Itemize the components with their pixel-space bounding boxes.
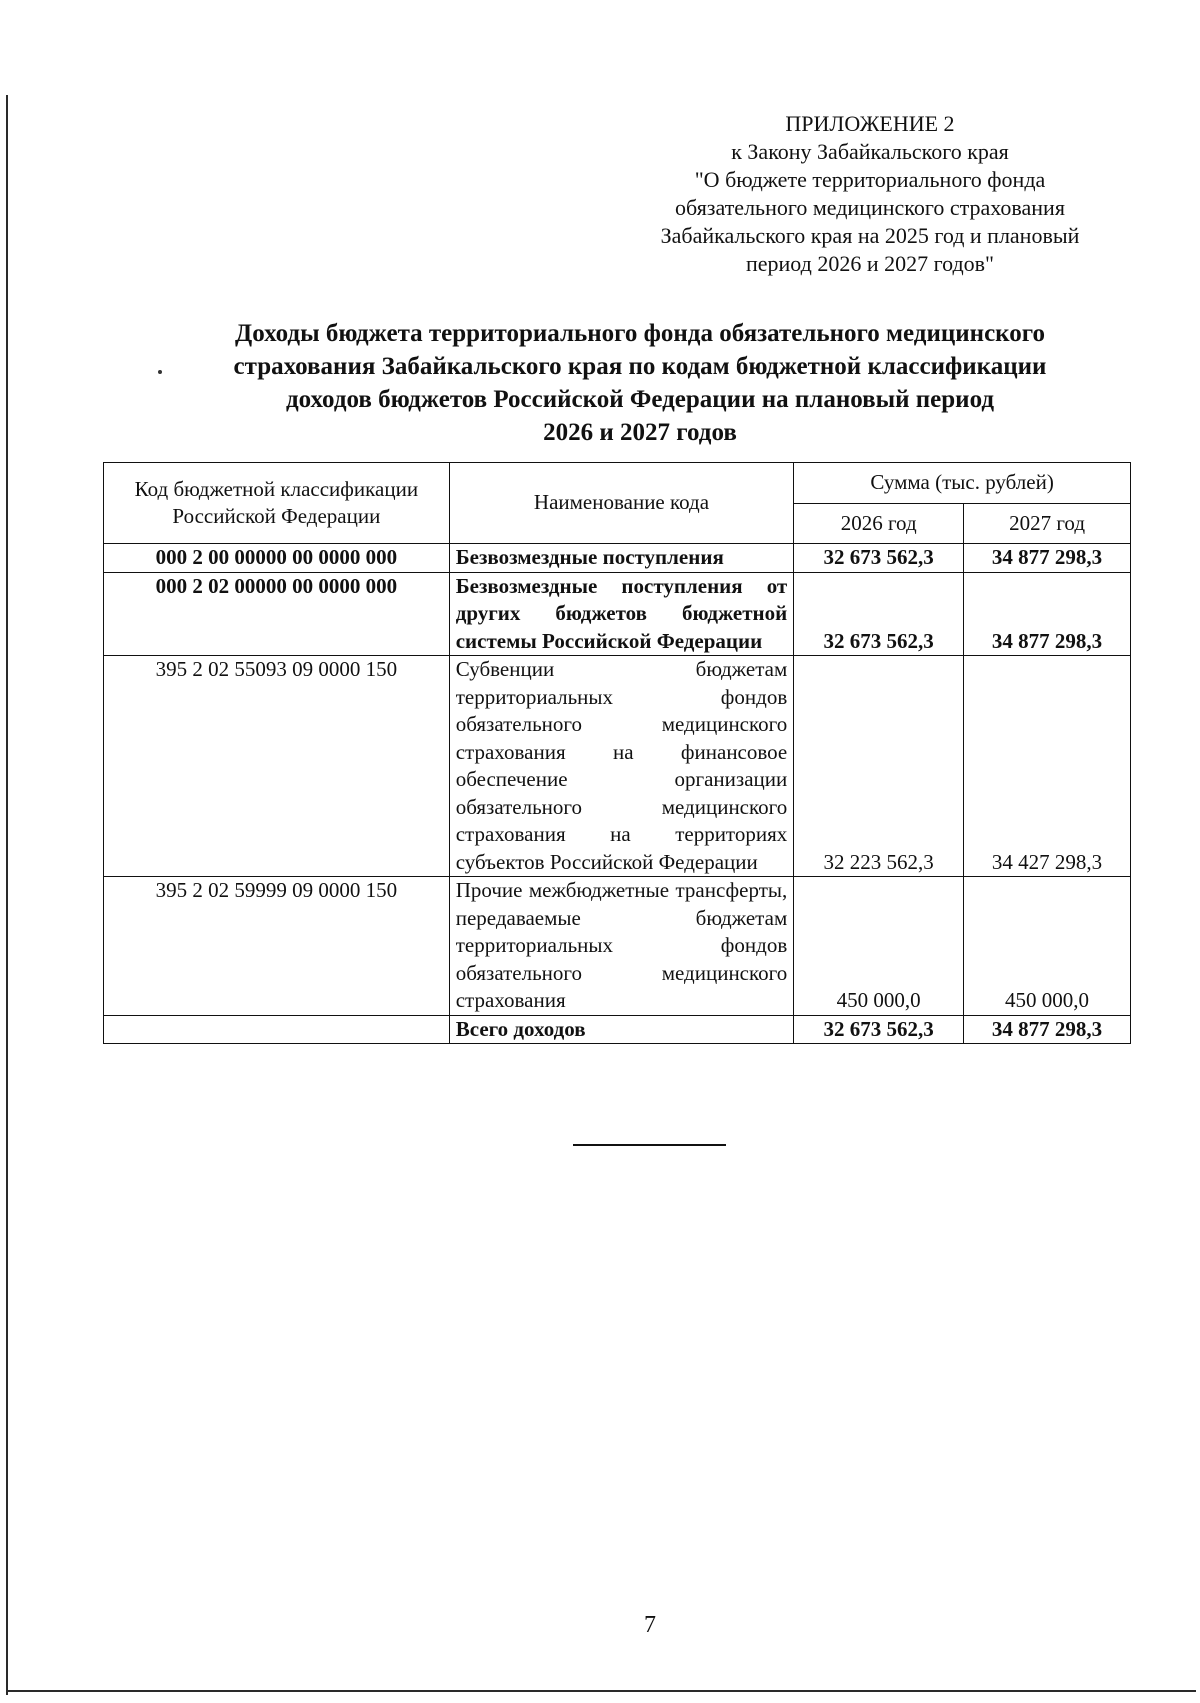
row-value-2027: 34 427 298,3 xyxy=(964,656,1131,877)
appendix-line: ПРИЛОЖЕНИЕ 2 xyxy=(785,111,955,136)
appendix-header xyxy=(600,110,1140,278)
table-total-row xyxy=(104,1015,1131,1044)
scan-border-bottom xyxy=(6,1690,1196,1692)
title-line: доходов бюджетов Российской Федерации на плановый период xyxy=(285,386,995,413)
document-title xyxy=(160,317,1120,449)
row-value-2026: 450 000,0 xyxy=(794,877,964,1016)
total-value-2026: 32 673 562,3 xyxy=(794,1015,964,1044)
appendix-line: период 2026 и 2027 годов" xyxy=(745,251,995,276)
header-year-2027: 2027 год xyxy=(964,503,1131,544)
table-row xyxy=(104,656,1131,877)
header-year-2026: 2026 год xyxy=(794,503,964,544)
page-number: 7 xyxy=(644,1612,656,1638)
header-code: Код бюджетной классификации Российской Федерации xyxy=(104,463,450,544)
row-value-2026: 32 673 562,3 xyxy=(794,544,964,573)
table-header-row xyxy=(104,463,1131,504)
row-name: Субвенции бюджетам территориальных фондов обязательного медицинского страхования на финансовое обеспечение организации обязательного медицинского страхования на территориях субъектов Российской Федерации xyxy=(449,656,794,877)
row-code: 395 2 02 55093 09 0000 150 xyxy=(104,656,450,877)
header-name: Наименование кода xyxy=(449,463,794,544)
row-name: Прочие межбюджетные трансферты, передаваемые бюджетам территориальных фондов обязательного медицинского страхования xyxy=(449,877,794,1016)
income-table xyxy=(103,462,1131,1044)
row-value-2027: 450 000,0 xyxy=(964,877,1131,1016)
total-value-2027: 34 877 298,3 xyxy=(964,1015,1131,1044)
header-sum: Сумма (тыс. рублей) xyxy=(794,463,1131,504)
row-value-2027: 34 877 298,3 xyxy=(964,572,1131,656)
appendix-line: Забайкальского края на 2025 год и плановый xyxy=(660,223,1080,248)
appendix-line: к Закону Забайкальского края xyxy=(731,139,1009,164)
total-code-empty xyxy=(104,1015,450,1044)
end-rule xyxy=(573,1144,726,1146)
appendix-line: обязательного медицинского страхования xyxy=(675,195,1065,220)
table-row xyxy=(104,877,1131,1016)
title-line: Доходы бюджета территориального фонда обязательного медицинского xyxy=(235,320,1045,347)
row-code: 000 2 02 00000 00 0000 000 xyxy=(104,572,450,656)
row-name: Безвозмездные поступления xyxy=(449,544,794,573)
row-value-2026: 32 673 562,3 xyxy=(794,572,964,656)
title-line: страхования Забайкальского края по кодам бюджетной классификации xyxy=(233,353,1047,380)
total-label: Всего доходов xyxy=(449,1015,794,1044)
title-line: 2026 и 2027 годов xyxy=(543,419,737,446)
row-value-2027: 34 877 298,3 xyxy=(964,544,1131,573)
scan-border-left xyxy=(6,95,8,1695)
table-row xyxy=(104,572,1131,656)
row-code: 000 2 00 00000 00 0000 000 xyxy=(104,544,450,573)
appendix-line: "О бюджете территориального фонда xyxy=(694,167,1046,192)
table-row xyxy=(104,544,1131,573)
row-name: Безвозмездные поступления от других бюджетов бюджетной системы Российской Федерации xyxy=(449,572,794,656)
row-value-2026: 32 223 562,3 xyxy=(794,656,964,877)
row-code: 395 2 02 59999 09 0000 150 xyxy=(104,877,450,1016)
